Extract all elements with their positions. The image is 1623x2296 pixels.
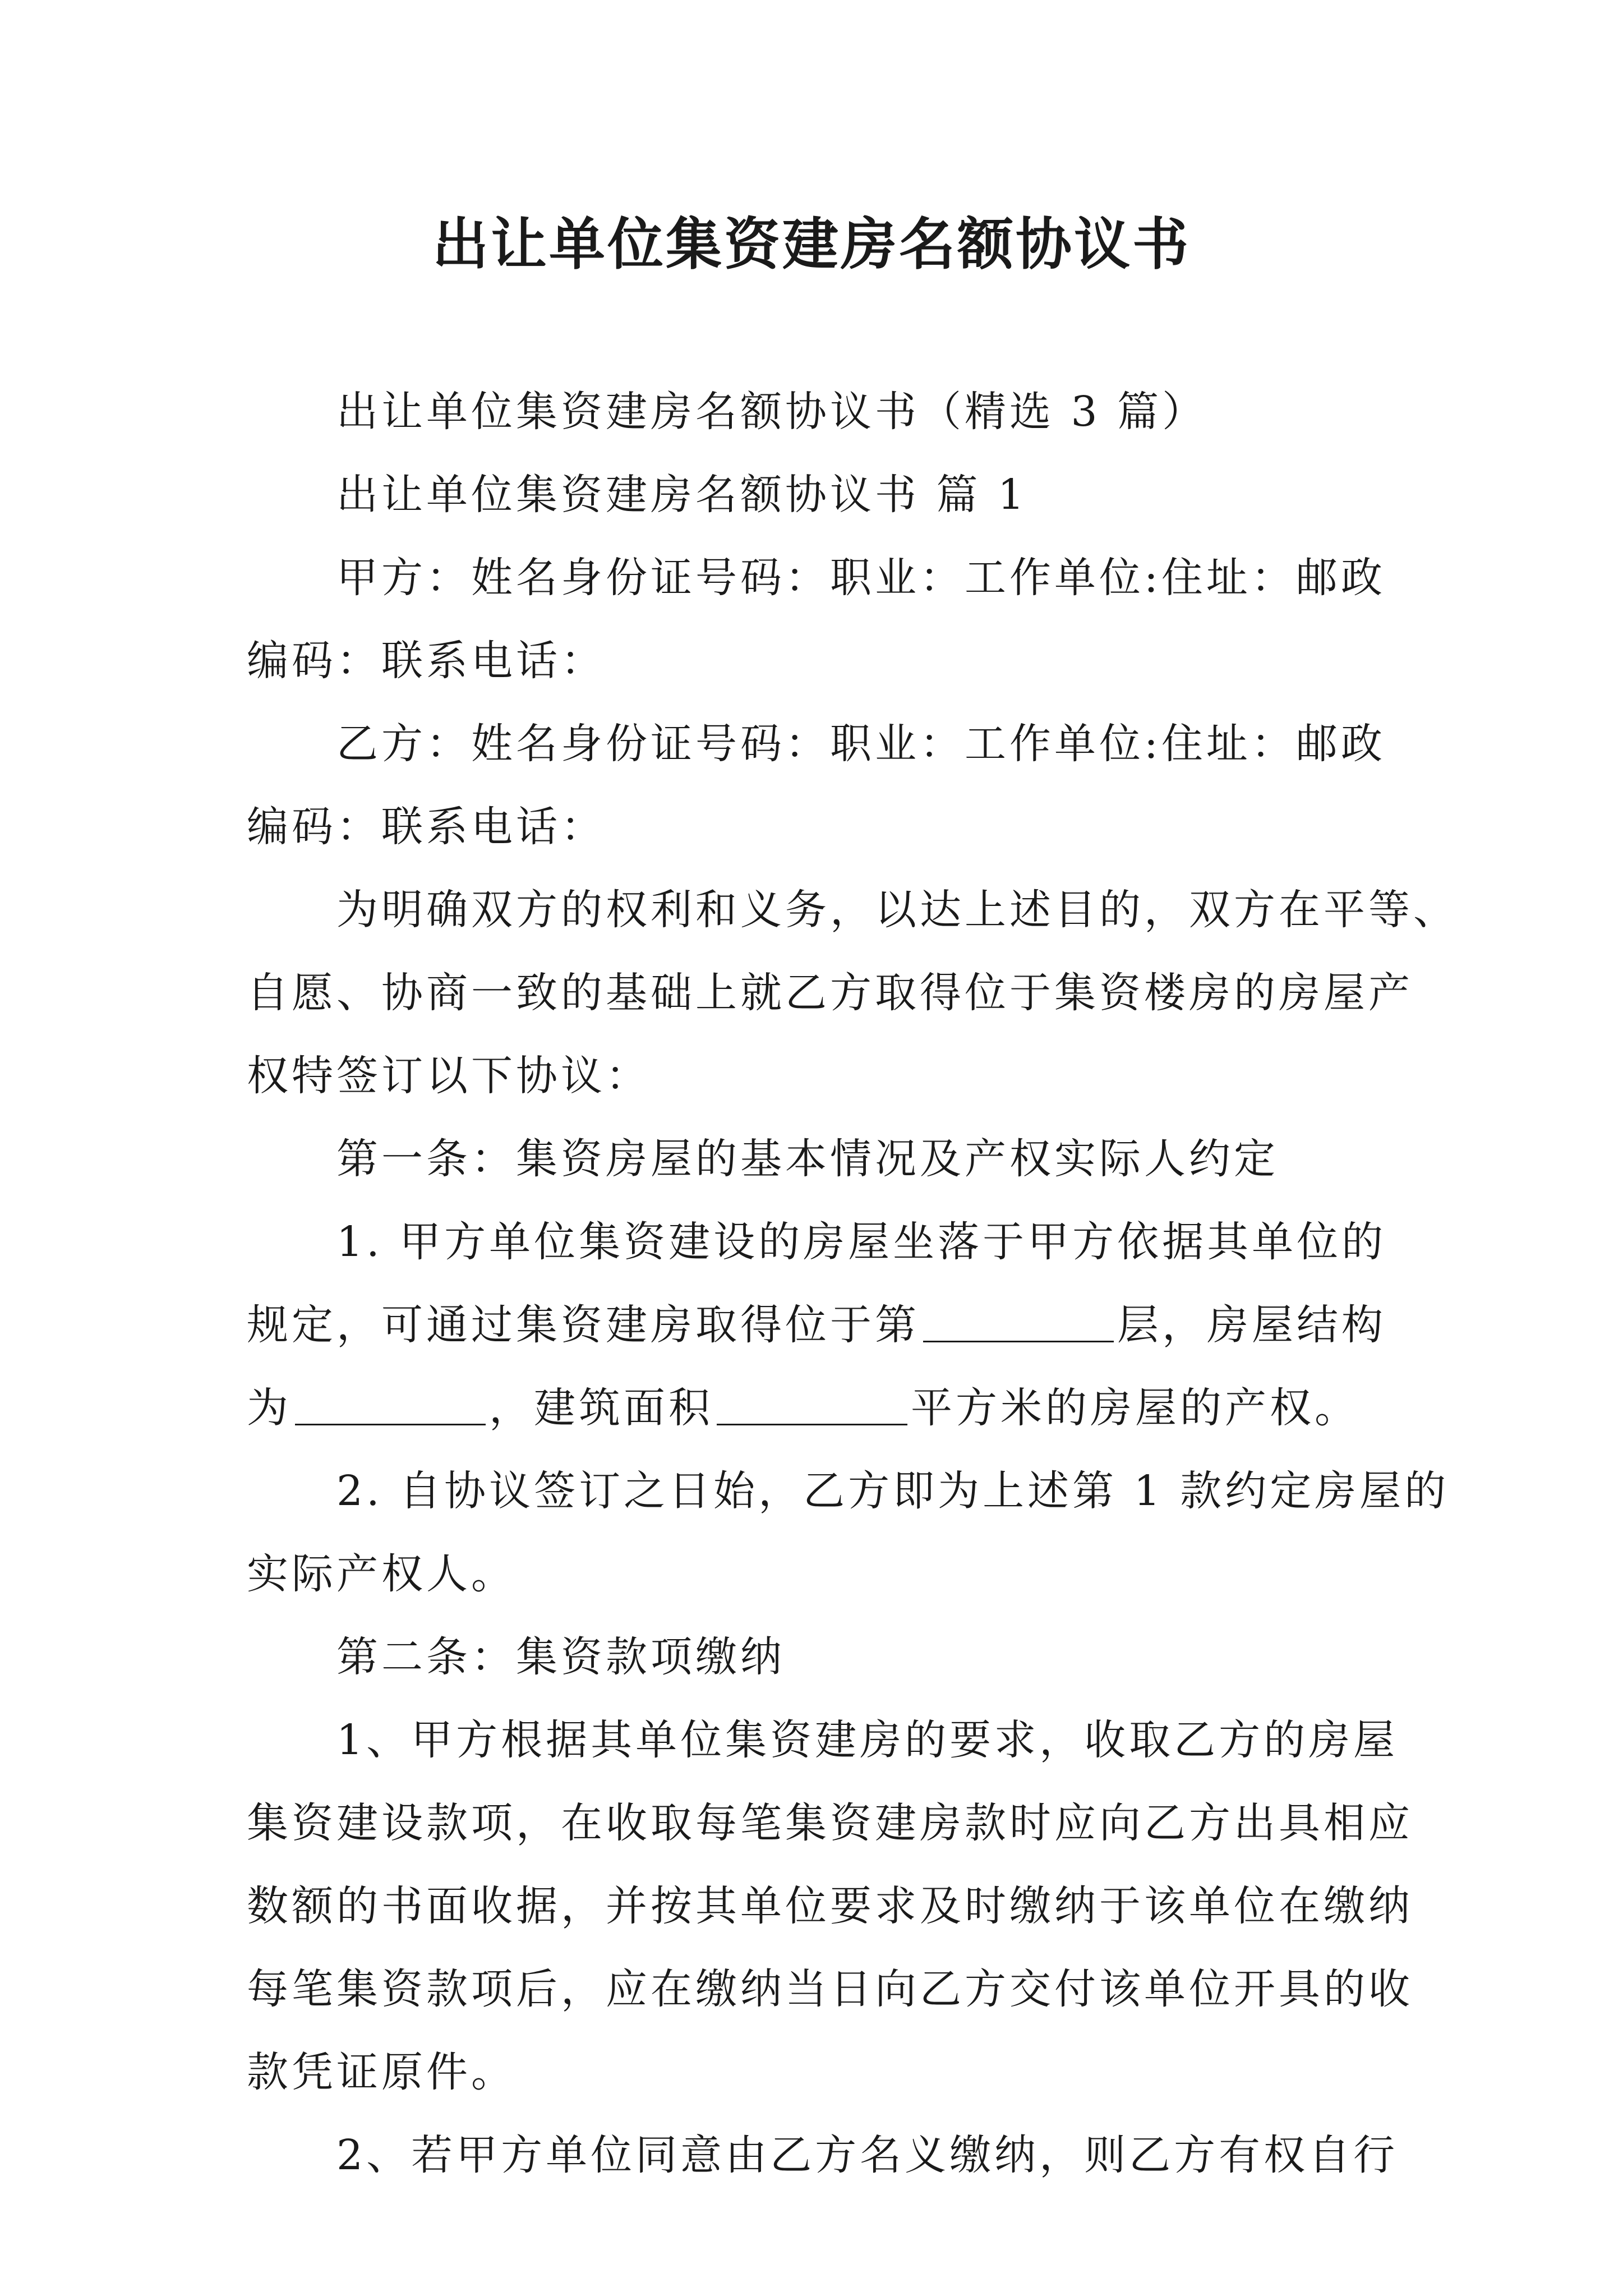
text-line: 集资建设款项，在收取每笔集资建房款时应向乙方出具相应 bbox=[247, 1799, 1413, 1847]
paragraph-article-2-heading bbox=[247, 1616, 1377, 1699]
text-line: 为明确双方的权利和义务，以达上述目的，双方在平等、 bbox=[336, 886, 1458, 934]
paragraph-floor-structure-line bbox=[247, 1283, 1386, 1366]
text-line: 2. 自协议签订之日始，乙方即为上述第 1 款约定房屋的 bbox=[336, 1467, 1450, 1515]
paragraph-purpose bbox=[247, 868, 1458, 1117]
paragraph-article-1-heading bbox=[247, 1117, 1377, 1200]
text-line: 第一条：集资房屋的基本情况及产权实际人约定 bbox=[336, 1135, 1279, 1183]
text-line: 第二条：集资款项缴纳 bbox=[336, 1633, 785, 1681]
paragraph-article-2-item-2 bbox=[247, 2114, 1399, 2197]
text-line bbox=[247, 1366, 1377, 1450]
paragraph-party-b bbox=[247, 702, 1386, 868]
structure-blank-field bbox=[295, 1382, 486, 1425]
text-line: 2、若甲方单位同意由乙方名义缴纳，则乙方有权自行 bbox=[336, 2131, 1399, 2179]
text-line: 编码：联系电话： bbox=[247, 803, 606, 851]
text-segment: 为 bbox=[247, 1384, 292, 1432]
floor-blank-field bbox=[923, 1299, 1114, 1342]
text-line: 自愿、协商一致的基础上就乙方取得位于集资楼房的房屋产 bbox=[247, 969, 1413, 1017]
paragraph-heading bbox=[247, 370, 1377, 453]
text-line: 款凭证原件。 bbox=[247, 2048, 516, 2096]
area-blank-field bbox=[717, 1382, 907, 1425]
text-line: 数额的书面收据，并按其单位要求及时缴纳于该单位在缴纳 bbox=[247, 1882, 1413, 1930]
text-segment: 平方米的房屋的产权。 bbox=[911, 1384, 1359, 1432]
paragraph-article-1-item-1 bbox=[247, 1200, 1387, 1283]
text-line: 甲方：姓名身份证号码：职业：工作单位:住址：邮政 bbox=[336, 554, 1386, 602]
paragraph-article-1-item-2 bbox=[247, 1450, 1450, 1616]
text-segment: 规定，可通过集资建房取得位于第 bbox=[247, 1301, 920, 1349]
paragraph-article-2-item-1 bbox=[247, 1699, 1413, 2114]
paragraph-structure-area-line bbox=[247, 1366, 1377, 1450]
document-body bbox=[247, 370, 1458, 2197]
text-segment: ，建筑面积 bbox=[489, 1384, 713, 1432]
text-line bbox=[247, 1283, 1386, 1366]
text-line: 每笔集资款项后，应在缴纳当日向乙方交付该单位开具的收 bbox=[247, 1965, 1413, 2013]
text-line: 1、甲方根据其单位集资建房的要求，收取乙方的房屋 bbox=[336, 1716, 1399, 1764]
paragraph-subheading bbox=[247, 453, 1377, 536]
text-line: 出让单位集资建房名额协议书（精选 3 篇） bbox=[336, 388, 1207, 436]
text-line: 实际产权人。 bbox=[247, 1550, 516, 1598]
document-title: 出让单位集资建房名额协议书 bbox=[432, 211, 1191, 277]
text-line: 乙方：姓名身份证号码：职业：工作单位:住址：邮政 bbox=[336, 720, 1386, 768]
text-line: 编码：联系电话： bbox=[247, 637, 606, 685]
text-line: 1. 甲方单位集资建设的房屋坐落于甲方依据其单位的 bbox=[336, 1218, 1387, 1266]
paragraph-party-a bbox=[247, 536, 1386, 702]
text-line: 权特签订以下协议： bbox=[247, 1052, 651, 1100]
text-line: 出让单位集资建房名额协议书 篇 1 bbox=[336, 471, 1028, 519]
text-segment: 层，房屋结构 bbox=[1117, 1301, 1386, 1349]
